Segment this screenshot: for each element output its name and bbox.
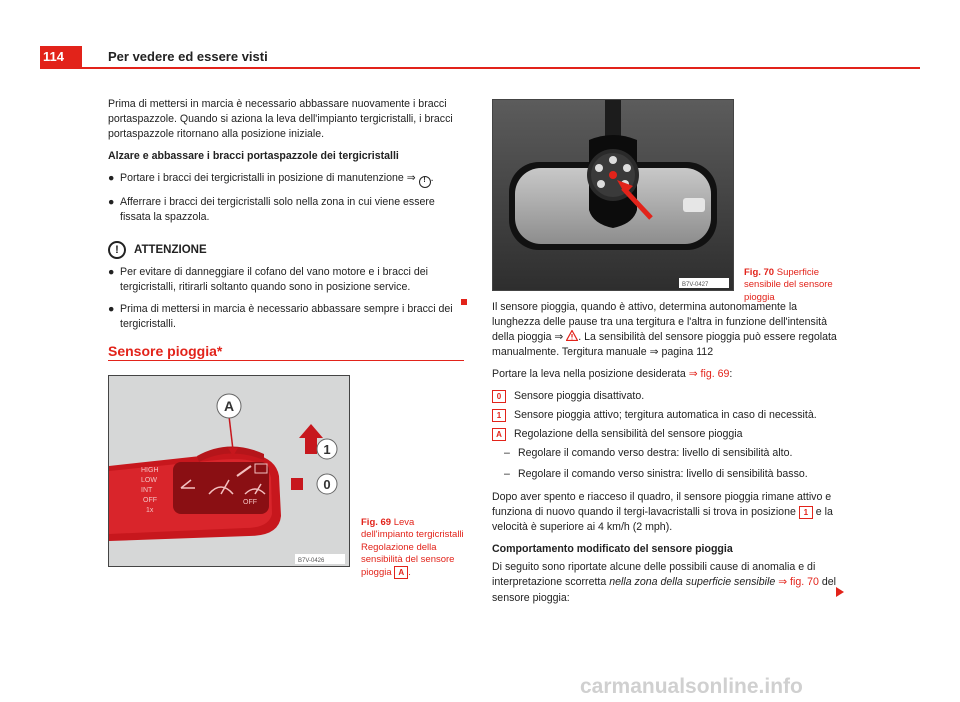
warning-title: ATTENZIONE [134, 244, 207, 257]
intro-paragraph: Prima di mettersi in marcia è necessario abbassare nuovamente i bracci portaspazzole. Quando si aziona la leva dell'impianto tergicristalli, i bracci portaspazzole ritornano alla posizione iniziale. [108, 98, 453, 141]
continue-arrow-icon [836, 587, 844, 597]
subheading-2: Comportamento modificato del sensore pioggia [492, 543, 733, 556]
end-marker-icon [461, 299, 467, 305]
figure-69-caption: Fig. 69 Leva dell'impianto tergicristalli Regolazione della sensibilità del sensore pioggia A . [361, 517, 464, 579]
svg-text:1x: 1x [146, 507, 154, 514]
warning-item: ● Per evitare di danneggiare il cofano del vano motore e i bracci dei tergicristalli, ritirarli soltanto quando sono in posizione service. [108, 265, 464, 295]
rain-sensor-paragraph: Il sensore pioggia, quando è attivo, determina autonomamente la lunghezza delle pause tra una tergitura e l'altra in funzione dell'intensità della pioggia ⇒ . La sensibilità del sensore pioggia può essere regolata manualmente. Tergitura manuale ⇒ pagina 112 [492, 301, 837, 359]
svg-text:INT: INT [141, 487, 153, 494]
figure-69-lever [108, 375, 350, 567]
svg-text:B7V-0426: B7V-0426 [298, 558, 325, 564]
right-column [492, 300, 848, 613]
svg-text:0: 0 [323, 477, 331, 492]
svg-text:OFF: OFF [243, 499, 257, 506]
left-column [108, 97, 464, 339]
page-number: 114 [40, 46, 82, 67]
list-item: 1 Sensore pioggia attivo; tergitura automatica in caso di necessità. [492, 408, 848, 423]
lever-illustration [109, 376, 349, 566]
bullet-icon: ● [108, 266, 115, 279]
warning-icon: ! [419, 176, 431, 188]
svg-text:A: A [223, 398, 235, 414]
bullet-icon: ● [108, 196, 115, 209]
warning-header [108, 241, 464, 259]
section-rule [108, 360, 464, 361]
figure-70-mirror [492, 99, 734, 291]
svg-text:B7V-0427: B7V-0427 [682, 282, 709, 288]
bullet-icon: ● [108, 303, 115, 316]
list-item: ● Portare i bracci dei tergicristalli in posizione di manutenzione ⇒ ! . [108, 171, 464, 188]
figure-70-caption: Fig. 70 Superficie sensibile del sensore pioggia [744, 267, 833, 303]
warning-item: ● Prima di mettersi in marcia è necessario abbassare sempre i bracci dei tergicristalli. [108, 302, 464, 332]
restart-paragraph: Dopo aver spento e riacceso il quadro, il sensore pioggia rimane attivo e funziona di nuovo quando il tergi-lavacristalli si trova in posizione 1 e la velocità è superiore ai 4 km/h (2 mph). [492, 491, 833, 534]
fig-69-link[interactable]: ⇒ fig. 69 [688, 368, 730, 381]
fig-70-link[interactable]: ⇒ fig. 70 [778, 576, 819, 589]
svg-text:HIGH: HIGH [141, 467, 159, 474]
list-item: 0 Sensore pioggia disattivato. [492, 389, 848, 404]
lever-position-paragraph: Portare la leva nella posizione desiderata ⇒ fig. 69: [492, 368, 733, 381]
warning-triangle-icon [566, 330, 578, 341]
svg-text:1: 1 [323, 442, 331, 457]
list-item: A Regolazione della sensibilità del sensore pioggia [492, 427, 848, 442]
section-title: Sensore pioggia* [108, 343, 223, 359]
list-item: ● Afferrare i bracci dei tergicristalli solo nella zona in cui viene essere fissata la spazzola. [108, 195, 464, 225]
dash-item: – Regolare il comando verso sinistra: livello di sensibilità basso. [504, 468, 808, 481]
svg-text:OFF: OFF [143, 497, 157, 504]
page-title: Per vedere ed essere visti [108, 49, 268, 64]
bullet-icon: ● [108, 172, 115, 185]
mirror-illustration [493, 100, 733, 290]
svg-text:LOW: LOW [141, 477, 157, 484]
anomaly-paragraph: Di seguito sono riportate alcune delle possibili cause di anomalia e di interpretazione scorretta nella zona della superficie sensibile ⇒ fig. 70 del sensore pioggia: [492, 561, 837, 604]
warning-icon: ! [108, 241, 126, 259]
dash-item: – Regolare il comando verso destra: livello di sensibilità alto. [504, 447, 793, 460]
watermark: carmanualsonline.info [580, 675, 803, 698]
header-rule [40, 67, 920, 69]
subheading: Alzare e abbassare i bracci portaspazzole dei tergicristalli [108, 150, 399, 163]
